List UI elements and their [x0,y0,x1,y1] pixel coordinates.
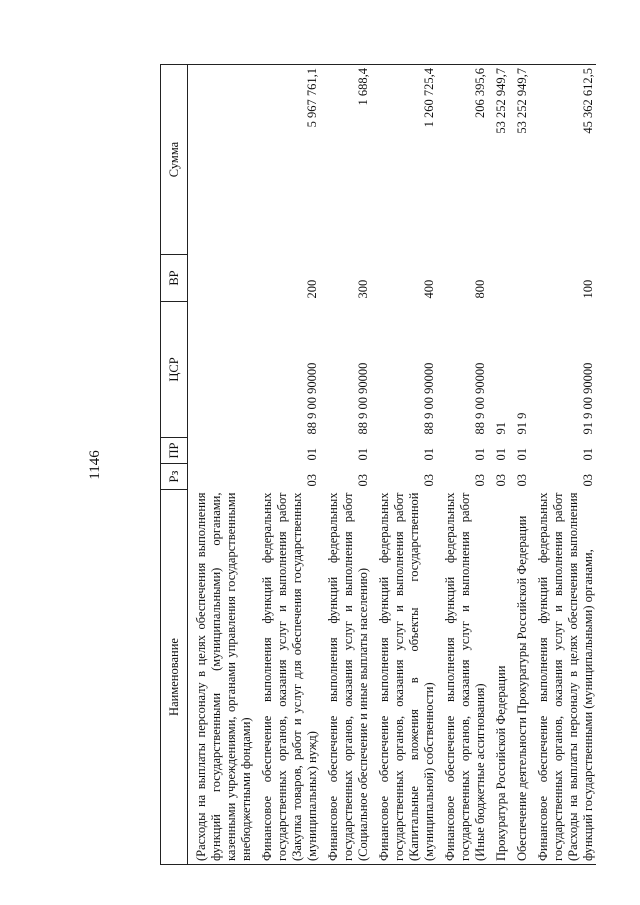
row-sum: 1 688,4 [320,65,371,255]
row-pr: 01 [581,448,595,461]
row-vr: 400 [422,279,436,299]
header-vr: ВР [161,255,188,302]
row-rz: 03 [473,474,487,487]
row-name: Финансовое обеспечение выполнения функций федеральных государственных органов, оказания услуг и выполнения работ (Закупка товаров, работ и услуг для обеспечения государственных (муниципальных) нужд) [254,490,320,865]
row-vr: 200 [305,279,319,299]
row-name: Прокуратура Российской Федерации [488,490,509,865]
row-csr: 91 [494,422,508,435]
row-csr: 88 9 00 90000 [473,362,487,435]
row-sum: 53 252 949,7 [509,65,530,255]
row-vr [188,255,255,302]
row-sum: 206 395,6 [437,65,488,255]
row-name: Финансовое обеспечение выполнения функций федеральных государственных органов, оказания услуг и выполнения работ (Иные бюджетные ассигнования) [437,490,488,865]
budget-table [160,64,596,865]
row-sum: 53 252 949,7 [488,65,509,255]
row-rz [188,464,255,490]
row-vr [488,255,509,302]
row-vr [509,255,530,302]
row-rz: 03 [515,474,529,487]
row-name: Финансовое обеспечение выполнения функций федеральных государственных органов, оказания услуг и выполнения работ (Капитальные вложения в объекты государственной (муниципальной) собственности) [371,490,437,865]
table-header-row [161,65,188,865]
row-sum: 45 362 612,5 [530,65,596,255]
header-csr: ЦСР [161,302,188,438]
table-row [509,65,530,865]
row-rz: 03 [422,474,436,487]
row-name: Финансовое обеспечение выполнения функций федеральных государственных органов, оказания услуг и выполнения работ (Социальное обеспечение и иные выплаты населению) [320,490,371,865]
row-rz: 03 [305,474,319,487]
row-vr: 100 [581,279,595,299]
row-pr: 01 [473,448,487,461]
table-row [488,65,509,865]
table-row [530,65,596,865]
row-pr: 01 [305,448,319,461]
row-pr [188,438,255,464]
row-csr: 91 9 00 90000 [581,362,595,435]
header-sum: Сумма [161,65,188,255]
row-csr: 88 9 00 90000 [422,362,436,435]
row-pr: 01 [422,448,436,461]
page-number: 1146 [87,450,103,480]
row-csr: 88 9 00 90000 [305,362,319,435]
row-pr: 01 [494,448,508,461]
table-row [320,65,371,865]
table-row [254,65,320,865]
header-pr: ПР [161,438,188,464]
row-vr: 800 [473,279,487,299]
table-row [437,65,488,865]
row-name: Обеспечение деятельности Прокуратуры Российской Федерации [509,490,530,865]
table-row [188,65,255,865]
row-sum [188,65,255,255]
row-csr [188,302,255,438]
row-csr: 91 9 [515,412,529,435]
row-pr: 01 [515,448,529,461]
row-name: Финансовое обеспечение выполнения функций федеральных государственных органов, оказания услуг и выполнения работ (Расходы на выплаты персоналу в целях обеспечения выполнения функций государственными (муниципальными) органами, [530,490,596,865]
row-name: (Расходы на выплаты персоналу в целях обеспечения выполнения функций государственными (муниципальными) органами, казенными учреждениями, органами управления государственными внебюджетными фондами) [188,490,255,865]
row-rz: 03 [356,474,370,487]
row-csr: 88 9 00 90000 [356,362,370,435]
row-vr: 300 [356,279,370,299]
row-sum: 5 967 761,1 [254,65,320,255]
row-sum: 1 260 725,4 [371,65,437,255]
table-row [371,65,437,865]
header-name: Наименование [161,490,188,865]
row-rz: 03 [581,474,595,487]
rotated-page [80,65,600,865]
row-rz: 03 [494,474,508,487]
row-pr: 01 [356,448,370,461]
header-rz: Рз [161,464,188,490]
